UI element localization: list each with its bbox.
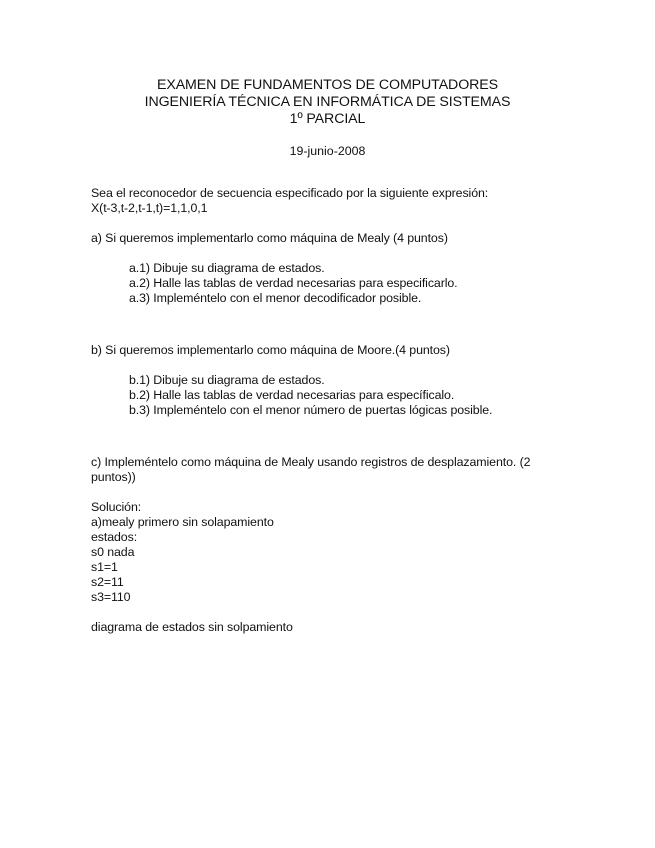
part-b-item: b.2) Halle las tablas de verdad necesarias para específicalo. bbox=[129, 388, 455, 402]
part-b-item: b.1) Dibuje su diagrama de estados. bbox=[129, 373, 325, 387]
header-partial-line: 1º PARCIAL bbox=[289, 111, 366, 127]
diagram-caption: diagrama de estados sin solpamiento bbox=[91, 620, 293, 634]
part-b-title: b) Si queremos implementarlo como máquina de Moore.(4 puntos) bbox=[91, 343, 450, 357]
sequence-expression: X(t-3,t-2,t-1,t)=1,1,0,1 bbox=[91, 201, 208, 215]
part-c-text: c) Impleméntelo como máquina de Mealy usando registros de desplazamiento. (2 puntos)) bbox=[91, 455, 531, 484]
part-a-title: a) Si queremos implementarlo como máquina de Mealy (4 puntos) bbox=[91, 231, 448, 245]
part-b-item: b.3) Impleméntelo con el menor número de puertas lógicas posible. bbox=[129, 403, 493, 417]
part-a-item: a.3) Impleméntelo con el menor decodificador posible. bbox=[129, 291, 422, 305]
solution-label: Solución: bbox=[91, 500, 142, 514]
header-degree-line: INGENIERÍA TÉCNICA EN INFORMÁTICA DE SISTEMAS bbox=[144, 94, 511, 110]
exam-body bbox=[91, 186, 571, 635]
header-title-line: EXAMEN DE FUNDAMENTOS DE COMPUTADORES bbox=[156, 77, 499, 93]
exam-date: 19-junio-2008 bbox=[289, 144, 366, 158]
state-item: s0 nada bbox=[91, 545, 135, 559]
part-a-item: a.2) Halle las tablas de verdad necesarias para especificarlo. bbox=[129, 276, 458, 290]
exam-header bbox=[0, 77, 655, 128]
solution-line: a)mealy primero sin solapamiento bbox=[91, 515, 274, 529]
part-a-item: a.1) Dibuje su diagrama de estados. bbox=[129, 261, 325, 275]
solution-line: estados: bbox=[91, 530, 138, 544]
state-item: s2=11 bbox=[91, 575, 124, 589]
intro-text: Sea el reconocedor de secuencia especificado por la siguiente expresión: bbox=[91, 186, 489, 200]
state-item: s1=1 bbox=[91, 560, 118, 574]
state-item: s3=110 bbox=[91, 590, 131, 604]
